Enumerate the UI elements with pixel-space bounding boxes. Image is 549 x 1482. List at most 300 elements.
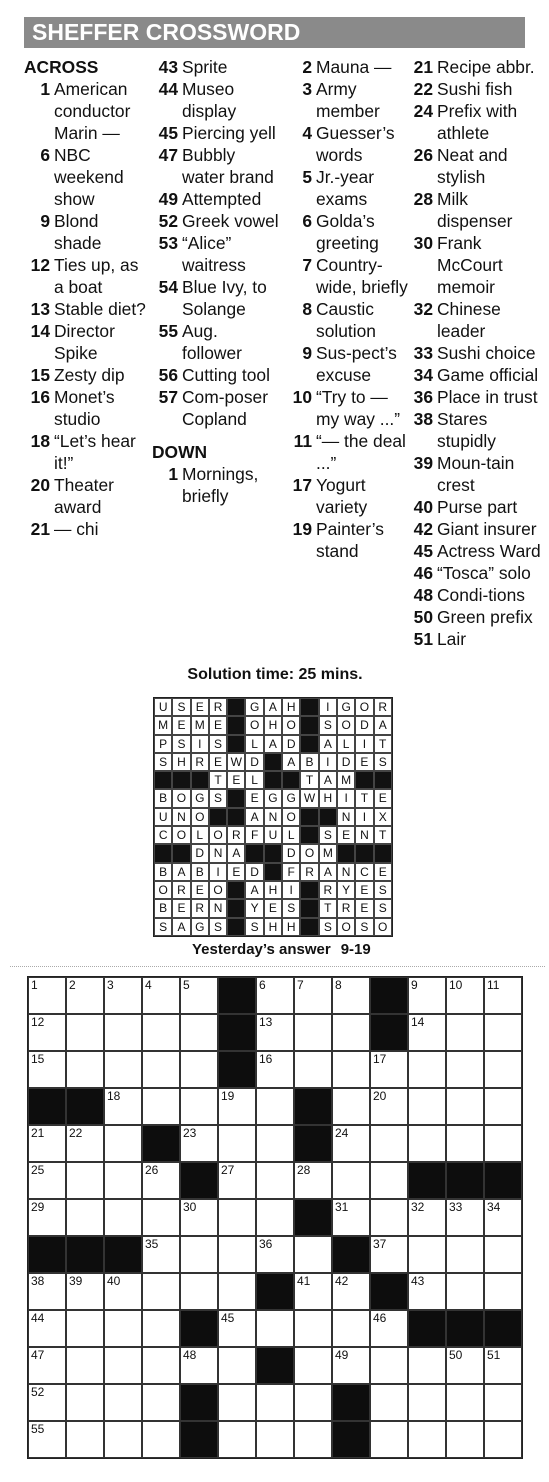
answer-square[interactable]: [28, 1421, 66, 1458]
answer-square[interactable]: [256, 1236, 294, 1273]
answer-square[interactable]: [294, 1051, 332, 1088]
mini-answer-cell: B: [154, 899, 172, 917]
clue-text: Place in trust: [437, 387, 538, 407]
answer-square[interactable]: [104, 1088, 142, 1125]
square-number: 49: [335, 1348, 349, 1362]
mini-answer-cell: E: [191, 881, 209, 899]
mini-answer-cell: O: [374, 918, 392, 936]
mini-answer-cell: B: [154, 789, 172, 807]
clue-number: 4: [302, 123, 312, 143]
square-number: 28: [297, 1163, 311, 1177]
clue-number: 3: [302, 79, 312, 99]
clue-column-2: [152, 56, 282, 507]
answer-square[interactable]: [66, 1347, 104, 1384]
answer-square[interactable]: [218, 1125, 256, 1162]
down-clue-19: [286, 518, 408, 562]
answer-square[interactable]: [104, 1051, 142, 1088]
mini-answer-cell: E: [172, 716, 190, 734]
answer-square[interactable]: [408, 1421, 446, 1458]
answer-square[interactable]: [370, 1199, 408, 1236]
answer-square[interactable]: [484, 1199, 522, 1236]
answer-square[interactable]: [142, 1236, 180, 1273]
answer-square[interactable]: [294, 1273, 332, 1310]
mini-answer-cell: I: [355, 808, 373, 826]
down-heading: DOWN: [152, 442, 208, 462]
black-square: [370, 1273, 408, 1310]
answer-square[interactable]: [104, 1347, 142, 1384]
mini-answer-cell: I: [319, 698, 337, 716]
clue-text: Army member: [316, 79, 380, 121]
answer-square[interactable]: [66, 1051, 104, 1088]
clue-number: 34: [413, 365, 433, 385]
black-square: [28, 1236, 66, 1273]
mini-answer-cell: A: [264, 735, 282, 753]
answer-square[interactable]: [180, 977, 218, 1014]
answer-square[interactable]: [484, 1014, 522, 1051]
answer-square[interactable]: [294, 1347, 332, 1384]
answer-square[interactable]: [408, 1014, 446, 1051]
answer-square[interactable]: [218, 1199, 256, 1236]
mini-answer-cell: G: [337, 698, 355, 716]
mini-black-square: [355, 844, 373, 862]
mini-answer-cell: R: [191, 899, 209, 917]
clue-text: Greek vowel: [182, 211, 279, 231]
answer-square[interactable]: [256, 1162, 294, 1199]
mini-answer-cell: T: [355, 789, 373, 807]
mini-answer-cell: O: [172, 789, 190, 807]
answer-square[interactable]: [142, 1199, 180, 1236]
square-number: 38: [31, 1274, 45, 1288]
mini-answer-cell: I: [337, 789, 355, 807]
answer-square[interactable]: [408, 1125, 446, 1162]
clue-number: 45: [158, 123, 178, 143]
answer-square[interactable]: [66, 1014, 104, 1051]
answer-square[interactable]: [370, 1236, 408, 1273]
mini-answer-cell: S: [319, 918, 337, 936]
answer-square[interactable]: [256, 1199, 294, 1236]
answer-square[interactable]: [142, 977, 180, 1014]
square-number: 7: [297, 978, 304, 992]
answer-square[interactable]: [408, 1384, 446, 1421]
mini-answer-cell: A: [172, 918, 190, 936]
mini-black-square: [172, 844, 190, 862]
answer-square[interactable]: [142, 1347, 180, 1384]
answer-square[interactable]: [256, 1384, 294, 1421]
answer-square[interactable]: [446, 1014, 484, 1051]
square-number: 27: [221, 1163, 235, 1177]
mini-black-square: [374, 844, 392, 862]
answer-square[interactable]: [446, 977, 484, 1014]
clue-number: 16: [30, 387, 50, 407]
across-clue-56: [152, 364, 282, 386]
square-number: 1: [31, 978, 38, 992]
mini-black-square: [227, 735, 245, 753]
answer-square[interactable]: [218, 1088, 256, 1125]
black-square: [180, 1162, 218, 1199]
answer-square[interactable]: [104, 977, 142, 1014]
square-number: 55: [31, 1422, 45, 1436]
mini-answer-cell: A: [374, 716, 392, 734]
mini-black-square: [227, 789, 245, 807]
answer-square[interactable]: [294, 1236, 332, 1273]
answer-square[interactable]: [370, 1347, 408, 1384]
answer-square[interactable]: [446, 1236, 484, 1273]
answer-square[interactable]: [408, 1236, 446, 1273]
answer-square[interactable]: [66, 1125, 104, 1162]
clue-number: 10: [292, 387, 312, 407]
answer-square[interactable]: [28, 1199, 66, 1236]
mini-answer-cell: O: [191, 808, 209, 826]
answer-square[interactable]: [28, 1051, 66, 1088]
clue-text: Purse part: [437, 497, 518, 517]
square-number: 39: [69, 1274, 83, 1288]
answer-square[interactable]: [484, 1273, 522, 1310]
answer-square[interactable]: [332, 1051, 370, 1088]
answer-square[interactable]: [332, 1162, 370, 1199]
down-clue-45: [407, 540, 542, 562]
answer-square[interactable]: [104, 1199, 142, 1236]
answer-square[interactable]: [446, 1051, 484, 1088]
answer-square[interactable]: [332, 1273, 370, 1310]
mini-answer-cell: E: [355, 753, 373, 771]
down-clue-40: [407, 496, 542, 518]
yesterday-answer-date: 9-19: [340, 941, 371, 958]
answer-square[interactable]: [28, 1384, 66, 1421]
answer-square[interactable]: [104, 1421, 142, 1458]
answer-square[interactable]: [28, 1310, 66, 1347]
answer-square[interactable]: [370, 1162, 408, 1199]
answer-square[interactable]: [180, 1051, 218, 1088]
square-number: 30: [183, 1200, 197, 1214]
answer-square[interactable]: [180, 1125, 218, 1162]
down-clue-39: [407, 452, 542, 496]
clue-text: Sushi choice: [437, 343, 536, 363]
answer-square[interactable]: [104, 1273, 142, 1310]
answer-square[interactable]: [484, 1347, 522, 1384]
square-number: 48: [183, 1348, 197, 1362]
answer-square[interactable]: [66, 1199, 104, 1236]
mini-answer-cell: H: [172, 753, 190, 771]
answer-square[interactable]: [66, 1273, 104, 1310]
clue-text: Country-wide, briefly: [316, 255, 408, 297]
yesterday-answer-grid: [153, 697, 393, 937]
clue-number: 56: [158, 365, 178, 385]
answer-square[interactable]: [484, 977, 522, 1014]
answer-square[interactable]: [256, 1421, 294, 1458]
answer-square[interactable]: [446, 1088, 484, 1125]
mini-black-square: [264, 844, 282, 862]
answer-square[interactable]: [332, 1310, 370, 1347]
down-clue-3: [286, 78, 408, 122]
answer-square[interactable]: [332, 1199, 370, 1236]
mini-answer-cell: M: [154, 716, 172, 734]
mini-answer-cell: S: [374, 899, 392, 917]
answer-square[interactable]: [142, 1088, 180, 1125]
mini-answer-cell: T: [319, 899, 337, 917]
answer-square[interactable]: [104, 1162, 142, 1199]
answer-square[interactable]: [104, 1384, 142, 1421]
across-clue-54: [152, 276, 282, 320]
answer-square[interactable]: [370, 1125, 408, 1162]
answer-square[interactable]: [446, 1273, 484, 1310]
clue-number: 49: [158, 189, 178, 209]
answer-square[interactable]: [332, 977, 370, 1014]
mini-answer-cell: S: [374, 881, 392, 899]
mini-answer-cell: A: [245, 881, 263, 899]
answer-square[interactable]: [180, 1199, 218, 1236]
mini-answer-cell: H: [282, 698, 300, 716]
across-clue-49: [152, 188, 282, 210]
across-clue-43: [152, 56, 282, 78]
clue-number: 42: [413, 519, 433, 539]
answer-square[interactable]: [256, 977, 294, 1014]
mini-answer-cell: G: [264, 789, 282, 807]
down-clue-17: [286, 474, 408, 518]
answer-square[interactable]: [218, 1347, 256, 1384]
answer-square[interactable]: [28, 1347, 66, 1384]
clue-text: Recipe abbr.: [437, 57, 535, 77]
black-square: [294, 1199, 332, 1236]
answer-square[interactable]: [408, 1051, 446, 1088]
mini-answer-cell: S: [319, 716, 337, 734]
answer-square[interactable]: [484, 1125, 522, 1162]
clue-number: 26: [413, 145, 433, 165]
answer-square[interactable]: [142, 1051, 180, 1088]
answer-square[interactable]: [256, 1014, 294, 1051]
answer-square[interactable]: [370, 1384, 408, 1421]
clue-text: Piercing yell: [182, 123, 276, 143]
down-clue-2: [286, 56, 408, 78]
mini-answer-cell: P: [154, 735, 172, 753]
clue-text: Zesty dip: [54, 365, 125, 385]
answer-square[interactable]: [180, 1347, 218, 1384]
answer-square[interactable]: [104, 1014, 142, 1051]
answer-square[interactable]: [370, 1421, 408, 1458]
answer-square[interactable]: [180, 1236, 218, 1273]
down-clue-list: [152, 463, 282, 507]
answer-square[interactable]: [256, 1051, 294, 1088]
square-number: 15: [31, 1052, 45, 1066]
answer-square[interactable]: [332, 1014, 370, 1051]
answer-square[interactable]: [446, 1347, 484, 1384]
down-clue-7: [286, 254, 408, 298]
square-number: 2: [69, 978, 76, 992]
square-number: 42: [335, 1274, 349, 1288]
answer-square[interactable]: [294, 977, 332, 1014]
answer-square[interactable]: [408, 1199, 446, 1236]
square-number: 43: [411, 1274, 425, 1288]
answer-square[interactable]: [408, 977, 446, 1014]
answer-square[interactable]: [142, 1384, 180, 1421]
clue-column-4: [407, 56, 542, 650]
answer-square[interactable]: [218, 1273, 256, 1310]
answer-square[interactable]: [66, 1162, 104, 1199]
answer-square[interactable]: [332, 1347, 370, 1384]
answer-square[interactable]: [66, 1421, 104, 1458]
across-clue-20: [24, 474, 150, 518]
mini-answer-cell: R: [337, 899, 355, 917]
answer-square[interactable]: [104, 1310, 142, 1347]
answer-square[interactable]: [484, 1051, 522, 1088]
answer-square[interactable]: [370, 1051, 408, 1088]
answer-square[interactable]: [332, 1088, 370, 1125]
answer-square[interactable]: [446, 1125, 484, 1162]
answer-square[interactable]: [142, 1273, 180, 1310]
answer-square[interactable]: [66, 977, 104, 1014]
black-square: [370, 977, 408, 1014]
mini-answer-cell: O: [209, 881, 227, 899]
clue-number: 6: [40, 145, 50, 165]
clue-text: “Try to — my way ...”: [316, 387, 401, 429]
answer-square[interactable]: [142, 1310, 180, 1347]
answer-square[interactable]: [28, 1125, 66, 1162]
answer-square[interactable]: [218, 1310, 256, 1347]
clue-text: Golda’s greeting: [316, 211, 379, 253]
black-square: [370, 1014, 408, 1051]
mini-answer-cell: N: [172, 808, 190, 826]
answer-square[interactable]: [66, 1310, 104, 1347]
clue-number: 47: [158, 145, 178, 165]
mini-answer-cell: R: [374, 698, 392, 716]
mini-answer-cell: S: [245, 918, 263, 936]
mini-answer-cell: F: [245, 826, 263, 844]
clue-text: Sprite: [182, 57, 228, 77]
mini-answer-cell: N: [337, 863, 355, 881]
black-square: [408, 1162, 446, 1199]
answer-square[interactable]: [28, 1162, 66, 1199]
mini-answer-cell: A: [282, 753, 300, 771]
clue-number: 54: [158, 277, 178, 297]
across-clue-44: [152, 78, 282, 122]
down-clue-9: [286, 342, 408, 386]
answer-square[interactable]: [332, 1125, 370, 1162]
mini-answer-cell: O: [337, 918, 355, 936]
mini-answer-cell: O: [245, 716, 263, 734]
mini-answer-cell: Y: [245, 899, 263, 917]
answer-square[interactable]: [142, 1162, 180, 1199]
down-clue-1: [152, 463, 282, 507]
mini-answer-cell: G: [191, 789, 209, 807]
answer-square[interactable]: [294, 1162, 332, 1199]
answer-square[interactable]: [28, 1273, 66, 1310]
answer-square[interactable]: [484, 1088, 522, 1125]
answer-square[interactable]: [408, 1088, 446, 1125]
answer-square[interactable]: [370, 1088, 408, 1125]
answer-square[interactable]: [370, 1310, 408, 1347]
mini-answer-cell: S: [374, 753, 392, 771]
down-clue-33: [407, 342, 542, 364]
clue-text: Neat and stylish: [437, 145, 508, 187]
square-number: 31: [335, 1200, 349, 1214]
across-clue-9: [24, 210, 150, 254]
answer-square[interactable]: [180, 1014, 218, 1051]
answer-square[interactable]: [484, 1236, 522, 1273]
answer-square[interactable]: [28, 977, 66, 1014]
answer-square[interactable]: [446, 1384, 484, 1421]
mini-answer-cell: L: [191, 826, 209, 844]
mini-answer-cell: N: [337, 808, 355, 826]
square-number: 14: [411, 1015, 425, 1029]
answer-square[interactable]: [484, 1421, 522, 1458]
clue-text: Yogurt variety: [316, 475, 368, 517]
mini-black-square: [227, 808, 245, 826]
clue-text: Milk dispenser: [437, 189, 513, 231]
answer-square[interactable]: [294, 1384, 332, 1421]
answer-square[interactable]: [180, 1273, 218, 1310]
answer-square[interactable]: [218, 1236, 256, 1273]
clue-number: 43: [158, 57, 178, 77]
clue-text: NBC weekend show: [54, 145, 124, 209]
answer-square[interactable]: [218, 1421, 256, 1458]
mini-black-square: [209, 808, 227, 826]
mini-answer-cell: F: [282, 863, 300, 881]
answer-square[interactable]: [180, 1088, 218, 1125]
mini-answer-cell: E: [227, 863, 245, 881]
answer-square[interactable]: [218, 1384, 256, 1421]
clue-text: Green prefix: [437, 607, 533, 627]
mini-answer-cell: E: [337, 826, 355, 844]
square-number: 9: [411, 978, 418, 992]
answer-square[interactable]: [294, 1421, 332, 1458]
clue-text: Painter’s stand: [316, 519, 384, 561]
answer-square[interactable]: [142, 1014, 180, 1051]
answer-square[interactable]: [294, 1014, 332, 1051]
clue-number: 38: [413, 409, 433, 429]
answer-square[interactable]: [446, 1199, 484, 1236]
square-number: 45: [221, 1311, 235, 1325]
mini-answer-cell: S: [355, 918, 373, 936]
answer-square[interactable]: [104, 1125, 142, 1162]
mini-answer-cell: W: [227, 753, 245, 771]
mini-answer-cell: D: [282, 844, 300, 862]
yesterday-answer-text: Yesterday’s answer: [192, 941, 331, 958]
down-clue-22: [407, 78, 542, 100]
square-number: 3: [107, 978, 114, 992]
answer-square[interactable]: [218, 1162, 256, 1199]
answer-square[interactable]: [28, 1014, 66, 1051]
mini-answer-cell: A: [264, 698, 282, 716]
answer-square[interactable]: [256, 1088, 294, 1125]
answer-square[interactable]: [408, 1273, 446, 1310]
clue-number: 12: [30, 255, 50, 275]
clue-number: 28: [413, 189, 433, 209]
across-clue-16: [24, 386, 150, 430]
down-clue-list: [286, 56, 408, 562]
clue-text: Ties up, as a boat: [54, 255, 139, 297]
answer-square[interactable]: [484, 1384, 522, 1421]
mini-black-square: [300, 881, 318, 899]
clue-number: 7: [302, 255, 312, 275]
answer-square[interactable]: [142, 1421, 180, 1458]
down-clue-5: [286, 166, 408, 210]
mini-answer-cell: X: [374, 808, 392, 826]
answer-square[interactable]: [408, 1347, 446, 1384]
square-number: 16: [259, 1052, 273, 1066]
answer-square[interactable]: [294, 1310, 332, 1347]
mini-answer-cell: I: [209, 863, 227, 881]
mini-answer-cell: T: [374, 826, 392, 844]
answer-square[interactable]: [66, 1384, 104, 1421]
answer-square[interactable]: [256, 1310, 294, 1347]
mini-answer-cell: B: [191, 863, 209, 881]
mini-answer-cell: R: [227, 826, 245, 844]
clue-text: Guesser’s words: [316, 123, 395, 165]
across-clue-15: [24, 364, 150, 386]
answer-square[interactable]: [256, 1125, 294, 1162]
answer-square[interactable]: [446, 1421, 484, 1458]
clue-number: 32: [413, 299, 433, 319]
down-clue-24: [407, 100, 542, 144]
